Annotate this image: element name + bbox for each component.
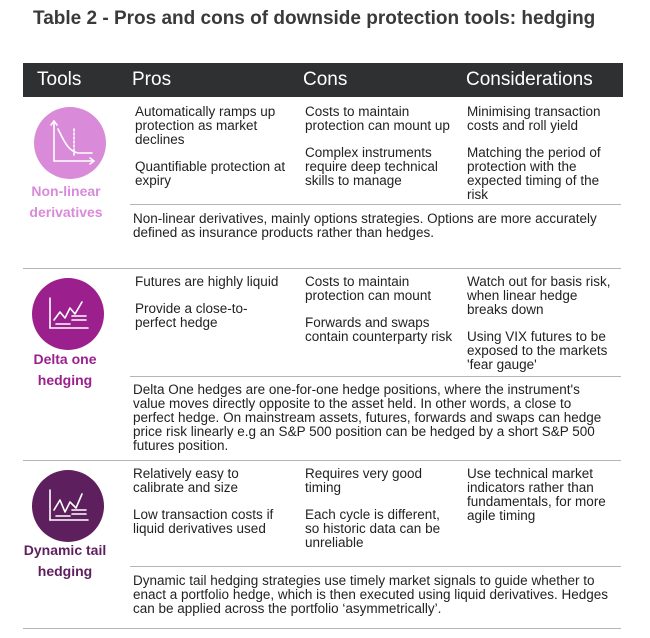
row-divider [130,204,621,205]
consideration-item: Using VIX futures to be exposed to the markets 'fear gauge' [467,329,608,372]
tool-label-dynamic-tail: Dynamic tail hedging [23,542,107,579]
row-separator [23,628,621,629]
pro-item: Low transaction costs if liquid derivatives used [133,507,274,536]
header-considerations: Considerations [466,69,593,90]
con-item: Requires very good timing [305,466,423,495]
con-item: Forwards and swaps contain counterparty risk [305,315,453,344]
pro-item: Provide a close-to-perfect hedge [135,301,248,330]
delta-one-chart-icon [32,278,104,350]
pro-item: Relatively easy to calibrate and size [133,466,239,495]
dynamic-tail-chart-icon [32,470,104,542]
consideration-item: Watch out for basis risk, when linear hedge breaks down [467,274,611,317]
pro-item: Quantifiable protection at expiry [135,159,286,188]
header-cons: Cons [303,69,348,90]
header-tools: Tools [37,69,82,90]
consideration-item: Minimising transaction costs and roll yield [467,104,601,133]
nonlinear-payoff-icon [34,107,106,179]
row-divider [130,376,621,377]
header-pros: Pros [132,69,172,90]
row-separator [23,460,621,461]
row-divider [130,566,621,567]
tool-description: Delta One hedges are one-for-one hedge positions, where the instrument's value moves directly opposite to the asset held. In other words, a close to perfect hedge. On mainstream assets, futures, forwards and swaps can hedge price risk linearly e.g an S&P 500 position can be hedged by a short S&P 500 futures position. [133,382,602,453]
pro-item: Automatically ramps up protection as market declines [135,104,276,147]
pro-item: Futures are highly liquid [135,274,279,289]
con-item: Costs to maintain protection can mount [305,274,432,303]
tool-description: Non-linear derivatives, mainly options strategies. Options are more accurately defined as insurance products rather than hedges. [133,211,597,240]
table-header [23,63,623,97]
consideration-item: Use technical market indicators rather than fundamentals, for more agile timing [467,466,606,523]
tool-description: Dynamic tail hedging strategies use timely market signals to guide whether to enact a portfolio hedge, which is then executed using liquid derivatives. Hedges can be applied across the portfolio ‘asymmetrically’. [133,573,609,616]
con-item: Each cycle is different, so historic data can be unreliable [305,507,441,550]
con-item: Costs to maintain protection can mount up [305,104,450,133]
con-item: Complex instruments require deep technical skills to manage [305,145,438,188]
table-title: Table 2 - Pros and cons of downside protection tools: hedging [33,8,596,29]
row-separator [23,268,621,269]
consideration-item: Matching the period of protection with the expected timing of the risk [467,145,601,202]
tool-label-delta-one: Delta one hedging [33,351,97,388]
tool-label-nonlinear: Non-linear derivatives [29,183,103,220]
